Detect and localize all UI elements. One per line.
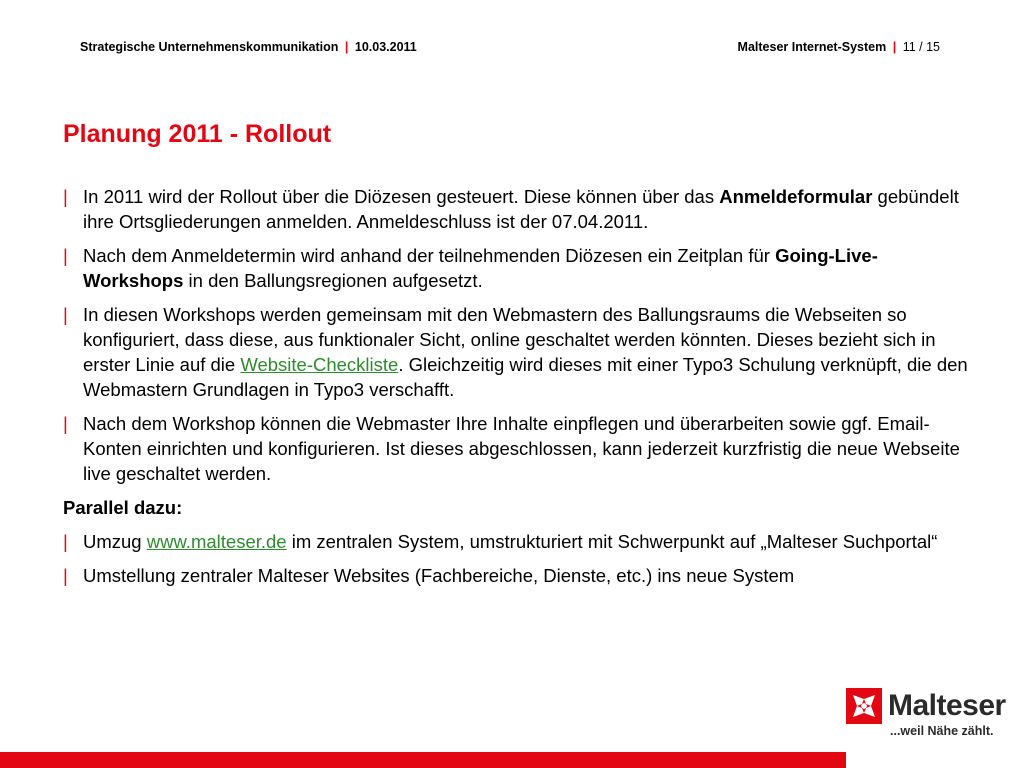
bullet-text: im zentralen System, umstrukturiert mit Schwerpunkt auf „Malteser Suchportal“ — [286, 531, 938, 552]
footer-red-bar — [0, 752, 846, 768]
bullet-rollout — [63, 184, 973, 234]
bullet-bold-term: Anmeldeformular — [719, 186, 873, 207]
header-right — [738, 40, 940, 54]
system-name: Malteser Internet-System — [737, 40, 887, 54]
presentation-date: 10.03.2011 — [354, 40, 417, 54]
bullet-marker: | — [63, 304, 68, 325]
logo-wordmark: Malteser — [888, 689, 1006, 722]
bullet-text: Umzug — [83, 531, 147, 552]
header-separator-right: | — [892, 40, 897, 54]
bullet-umstellung — [63, 563, 973, 588]
page-number: 11 / 15 — [902, 40, 940, 54]
bullet-text: Nach dem Workshop können die Webmaster Ihre Inhalte einpflegen und überarbeiten sowie ggf. Email-Konten einrichten und konfigurieren. Ist dieses abgeschlossen, kann jederzeit kurzfristig die neue Webseite live geschaltet werden. — [83, 413, 960, 484]
parallel-subheading: Parallel dazu: — [63, 497, 183, 518]
slide-title: Planung 2011 - Rollout — [63, 120, 332, 148]
bullet-text: in den Ballungsregionen aufgesetzt. — [183, 270, 483, 291]
header-left — [80, 40, 417, 54]
presentation-title: Strategische Unternehmenskommunikation — [80, 40, 339, 54]
bullet-bold-term: Going-Live-Workshops — [83, 245, 878, 291]
bullet-schedule — [63, 243, 973, 293]
bullet-text: In diesen Workshops werden gemeinsam mit den Webmastern des Ballungsraums die Webseiten so konfiguriert, dass diese, aus funktionaler Sicht, online geschaltet werden könnten. Dieses bezieht sich in erster Linie auf die — [83, 304, 936, 375]
bullet-text: Nach dem Anmeldetermin wird anhand der teilnehmenden Diözesen ein Zeitplan für — [83, 245, 776, 266]
slide-content — [63, 184, 973, 597]
bullet-text: . Gleichzeitig wird dieses mit einer Typo3 Schulung verknüpft, die den Webmastern Grundlagen in Typo3 verschafft. — [83, 354, 968, 400]
website-checkliste-link[interactable]: Website-Checkliste — [240, 354, 399, 375]
bullet-marker: | — [63, 245, 68, 266]
bullet-marker: | — [63, 186, 68, 207]
bullet-workshops — [63, 302, 973, 402]
bullet-marker: | — [63, 565, 68, 586]
bullet-text: Umstellung zentraler Malteser Websites (Fachbereiche, Dienste, etc.) ins neue System — [83, 565, 795, 586]
maltese-cross-icon — [846, 688, 882, 724]
bullet-text: gebündelt ihre Ortsgliederungen anmelden. Anmeldeschluss ist der 07.04.2011. — [83, 186, 959, 232]
bullet-umzug — [63, 529, 973, 554]
malteser-website-link[interactable]: www.malteser.de — [146, 531, 287, 552]
bullet-text: In 2011 wird der Rollout über die Diözesen gesteuert. Diese können über das — [83, 186, 720, 207]
header-separator: | — [344, 40, 349, 54]
bullet-marker: | — [63, 531, 68, 552]
logo-slogan: ...weil Nähe zählt. — [890, 724, 994, 738]
bullet-after-workshop — [63, 411, 973, 486]
bullet-marker: | — [63, 413, 68, 434]
malteser-logo — [846, 688, 1016, 744]
